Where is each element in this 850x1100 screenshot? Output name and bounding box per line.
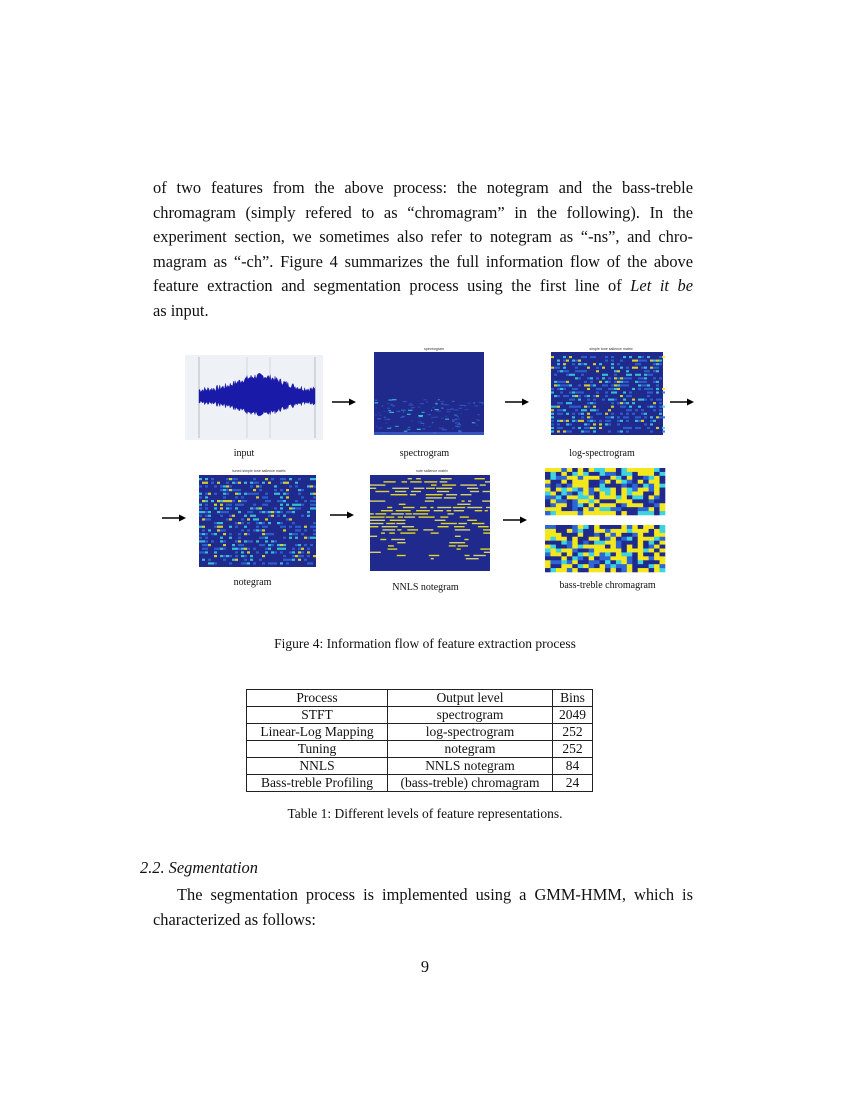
table-cell: notegram xyxy=(388,741,553,758)
arrow-5 xyxy=(330,510,354,520)
waveform-plot xyxy=(185,355,323,440)
chromagram-panel xyxy=(535,463,670,581)
table-cell: 252 xyxy=(553,724,593,741)
table-cell: spectrogram xyxy=(388,707,553,724)
table-row xyxy=(247,741,593,758)
song-title: Let it be xyxy=(630,276,693,296)
table-row xyxy=(247,758,593,775)
table-cell: log-spectrogram xyxy=(388,724,553,741)
notegram-panel xyxy=(185,466,320,578)
intro-paragraph xyxy=(153,176,693,324)
table-row xyxy=(247,775,593,792)
label-spectrogram: spectrogram xyxy=(399,448,450,459)
section-paragraph xyxy=(153,883,693,932)
table-cell: 84 xyxy=(553,758,593,775)
table-row xyxy=(247,724,593,741)
table-row xyxy=(247,707,593,724)
paragraph-line: magram as “-ch”. Figure 4 summarizes the full information flow of the above xyxy=(153,251,693,271)
paragraph-line: characterized as follows: xyxy=(153,909,316,929)
table-header: Output level xyxy=(388,690,553,707)
log-spectrogram-title: simple tone salience matrix xyxy=(589,347,633,351)
table-cell: 2049 xyxy=(553,707,593,724)
spectrogram-title: spectrogram xyxy=(424,347,444,351)
page-number: 9 xyxy=(420,957,430,976)
label-input: input xyxy=(233,448,255,459)
label-chromagram: bass-treble chromagram xyxy=(559,580,656,591)
label-log-spectrogram: log-spectrogram xyxy=(569,448,635,459)
paragraph-line-text: feature extraction and segmentation process using the first line of xyxy=(153,276,631,296)
table-cell: STFT xyxy=(247,707,388,724)
arrow-3 xyxy=(670,397,694,407)
table-header: Bins xyxy=(553,690,593,707)
feature-table xyxy=(246,689,593,792)
table-cell: 252 xyxy=(553,741,593,758)
notegram-title: tuned simple tone salience matrix xyxy=(232,469,286,473)
paragraph-line xyxy=(153,274,693,299)
label-nnls-notegram: NNLS notegram xyxy=(392,582,459,593)
label-notegram: notegram xyxy=(233,577,272,588)
paragraph-line: experiment section, we sometimes also refer to notegram as “-ns”, and chro- xyxy=(153,227,693,247)
table-caption: Table 1: Different levels of feature representations. xyxy=(287,806,563,821)
arrow-4 xyxy=(162,513,186,523)
paragraph-line: as input. xyxy=(153,300,209,320)
table-cell: 24 xyxy=(553,775,593,792)
arrow-6 xyxy=(503,515,527,525)
log-spectrogram-panel xyxy=(537,344,667,446)
arrow-2 xyxy=(505,397,529,407)
table-cell: NNLS notegram xyxy=(388,758,553,775)
paragraph-line: chromagram (simply refered to as “chromagram” in the following). In the xyxy=(153,202,693,222)
section-heading: 2.2. Segmentation xyxy=(140,858,258,877)
input-waveform-panel xyxy=(185,355,323,440)
spectrogram-panel xyxy=(362,344,487,446)
table-header-row xyxy=(247,690,593,707)
figure-caption: Figure 4: Information flow of feature extraction process xyxy=(274,636,576,651)
table-cell: Tuning xyxy=(247,741,388,758)
paragraph-line: of two features from the above process: the notegram and the bass-treble xyxy=(153,178,693,197)
arrow-1 xyxy=(332,397,356,407)
table-cell: NNLS xyxy=(247,758,388,775)
table-cell: Bass-treble Profiling xyxy=(247,775,388,792)
paragraph-line: The segmentation process is implemented using a GMM-HMM, which is xyxy=(177,885,693,904)
table-cell: (bass-treble) chromagram xyxy=(388,775,553,792)
nnls-notegram-panel xyxy=(358,466,493,583)
table-cell: Linear-Log Mapping xyxy=(247,724,388,741)
table-header: Process xyxy=(247,690,388,707)
nnls-notegram-title: note salience matrix xyxy=(416,469,448,473)
